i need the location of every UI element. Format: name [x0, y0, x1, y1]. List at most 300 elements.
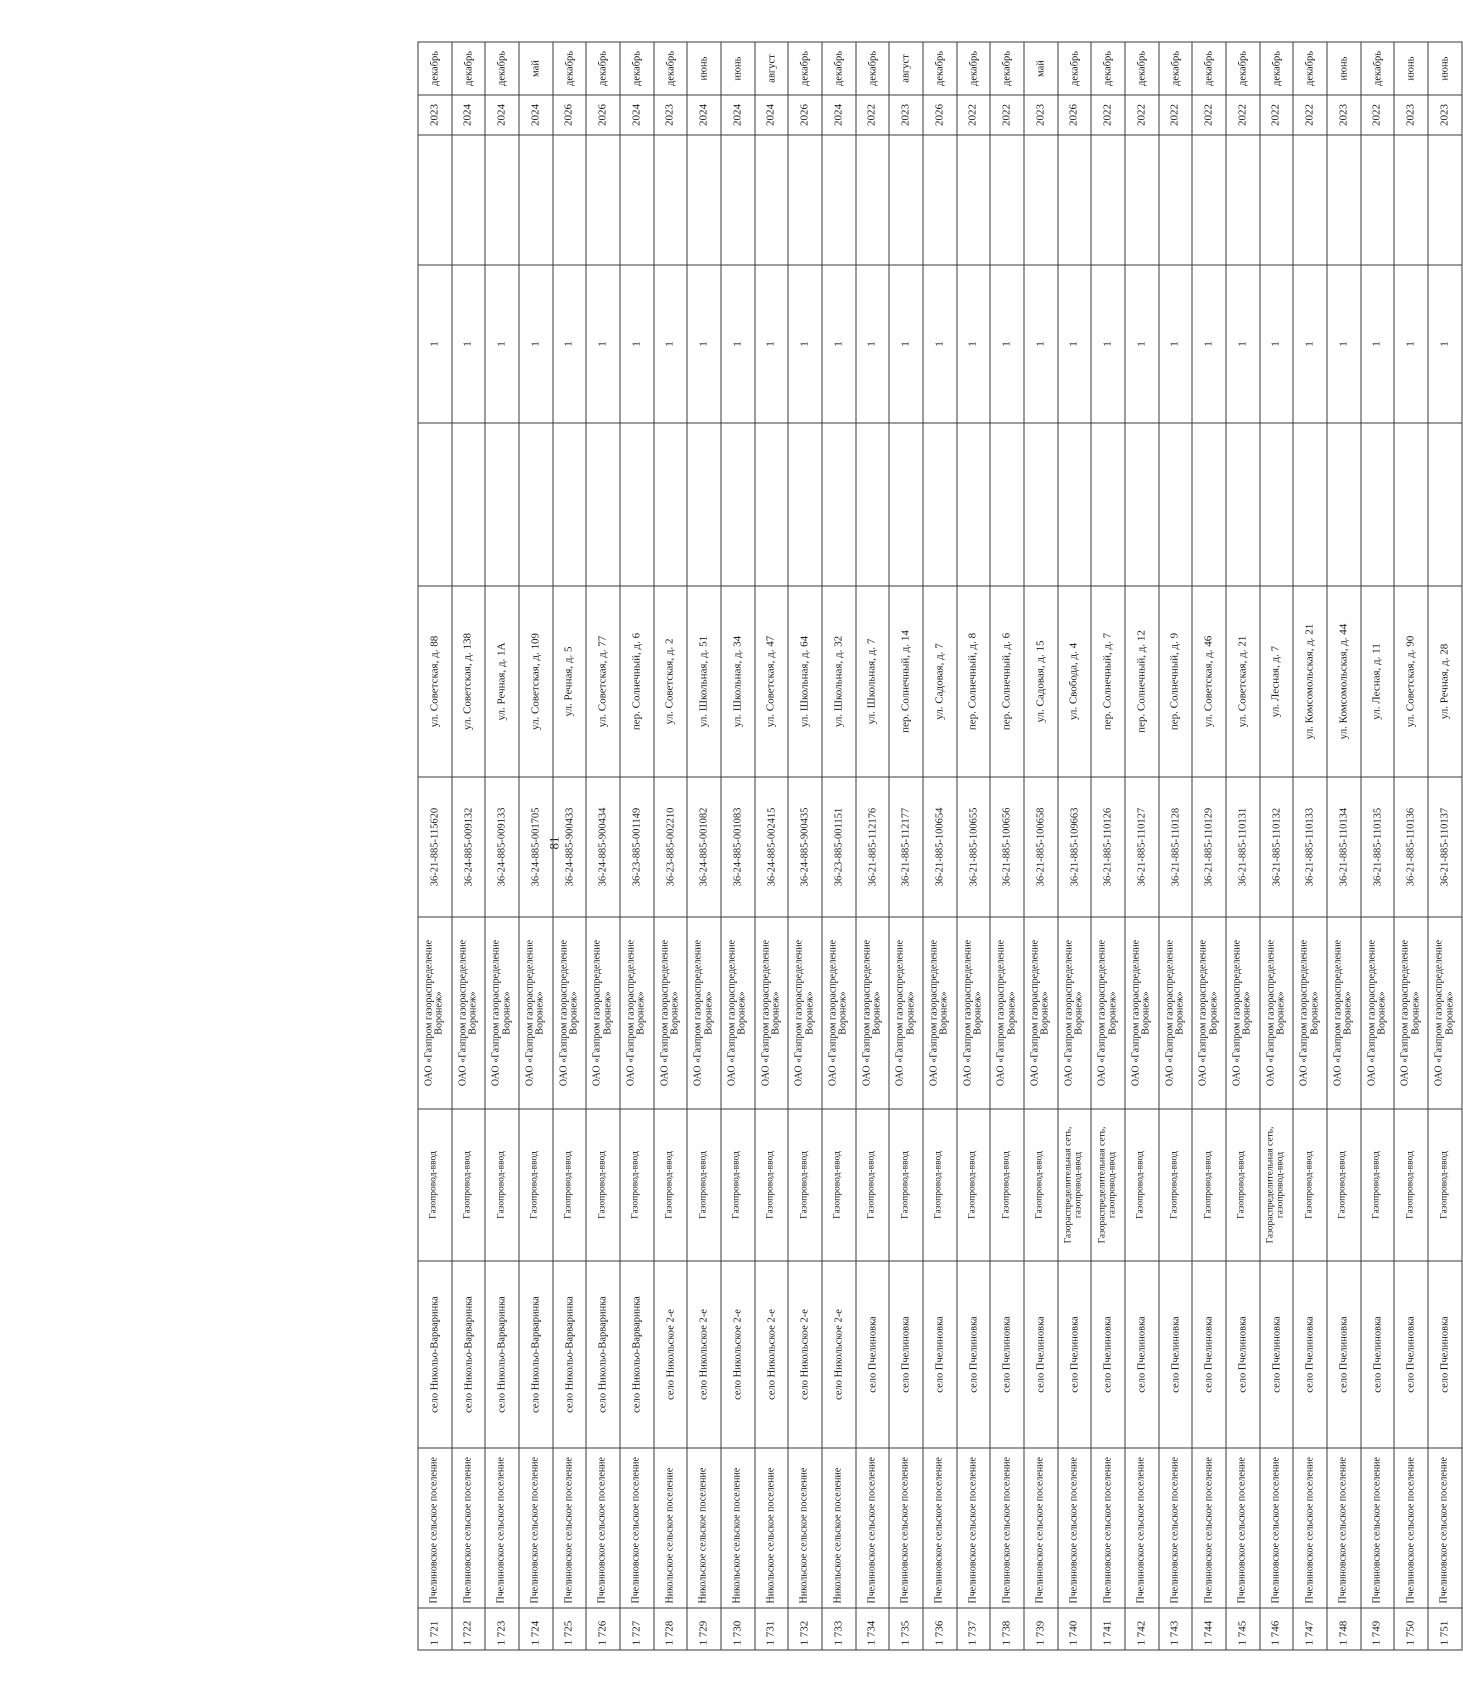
address-cell: ул. Речная, д. 5 — [553, 586, 587, 777]
settlement-cell: Пчелиновское сельское поселение — [418, 1448, 452, 1608]
locality-cell: село Пчелиновка — [856, 1261, 890, 1448]
table-row — [620, 42, 654, 1650]
year-cell: 2022 — [1226, 95, 1260, 135]
year-cell: 2022 — [1192, 95, 1226, 135]
row-number-cell: 1 738 — [990, 1608, 1024, 1650]
registry-code-cell: 36-21-885-110127 — [1125, 777, 1159, 917]
settlement-cell: Никольское сельское поселение — [822, 1448, 856, 1608]
locality-cell: село Пчелиновка — [1058, 1261, 1092, 1448]
table-row — [1428, 42, 1462, 1650]
locality-cell: село Пчелиновка — [923, 1261, 957, 1448]
table-row — [1293, 42, 1327, 1650]
month-cell: декабрь — [1293, 42, 1327, 95]
locality-cell: село Никольское 2-е — [654, 1261, 688, 1448]
settlement-cell: Никольское сельское поселение — [788, 1448, 822, 1608]
row-number-cell: 1 740 — [1058, 1608, 1092, 1650]
blank-cell — [1024, 423, 1058, 586]
month-cell: июнь — [687, 42, 721, 95]
blank-cell — [586, 135, 620, 265]
registry-code-cell: 36-23-885-001149 — [620, 777, 654, 917]
address-cell: ул. Комсомольская, д. 21 — [1293, 586, 1327, 777]
address-cell: пер. Солнечный, д. 12 — [1125, 586, 1159, 777]
registry-code-cell: 36-24-885-900434 — [586, 777, 620, 917]
count-cell: 1 — [923, 265, 957, 423]
blank-cell — [1024, 135, 1058, 265]
registry-code-cell: 36-24-885-009132 — [452, 777, 486, 917]
month-cell: декабрь — [923, 42, 957, 95]
count-cell: 1 — [1293, 265, 1327, 423]
month-cell: май — [1024, 42, 1058, 95]
address-cell: ул. Советская, д. 2 — [654, 586, 688, 777]
row-number-cell: 1 745 — [1226, 1608, 1260, 1650]
table-row — [1125, 42, 1159, 1650]
registry-code-cell: 36-21-885-100656 — [990, 777, 1024, 917]
count-cell: 1 — [553, 265, 587, 423]
row-number-cell: 1 723 — [485, 1608, 519, 1650]
month-cell: декабрь — [1226, 42, 1260, 95]
year-cell: 2026 — [788, 95, 822, 135]
locality-cell: село Пчелиновка — [1091, 1261, 1125, 1448]
owner-cell: ОАО «Газпром газораспределение Воронеж» — [1293, 917, 1327, 1109]
blank-cell — [1428, 423, 1462, 586]
owner-cell: ОАО «Газпром газораспределение Воронеж» — [1125, 917, 1159, 1109]
row-number-cell: 1 732 — [788, 1608, 822, 1650]
blank-cell — [1260, 135, 1294, 265]
row-number-cell: 1 731 — [755, 1608, 789, 1650]
address-cell: ул. Школьная, д. 51 — [687, 586, 721, 777]
blank-cell — [1159, 135, 1193, 265]
count-cell: 1 — [1024, 265, 1058, 423]
month-cell: декабрь — [553, 42, 587, 95]
month-cell: декабрь — [654, 42, 688, 95]
address-cell: пер. Солнечный, д. 6 — [990, 586, 1024, 777]
settlement-cell: Пчелиновское сельское поселение — [1260, 1448, 1294, 1608]
locality-cell: село Пчелиновка — [1159, 1261, 1193, 1448]
owner-cell: ОАО «Газпром газораспределение Воронеж» — [1327, 917, 1361, 1109]
year-cell: 2023 — [418, 95, 452, 135]
locality-cell: село Никольо-Варваринка — [519, 1261, 553, 1448]
table-row — [687, 42, 721, 1650]
owner-cell: ОАО «Газпром газораспределение Воронеж» — [620, 917, 654, 1109]
blank-cell — [1058, 423, 1092, 586]
settlement-cell: Пчелиновское сельское поселение — [1327, 1448, 1361, 1608]
locality-cell: село Пчелиновка — [1327, 1261, 1361, 1448]
table-row — [553, 42, 587, 1650]
object-type-cell: Газопровод-ввод — [1428, 1109, 1462, 1261]
month-cell: декабрь — [485, 42, 519, 95]
year-cell: 2024 — [822, 95, 856, 135]
settlement-cell: Пчелиновское сельское поселение — [1226, 1448, 1260, 1608]
count-cell: 1 — [519, 265, 553, 423]
year-cell: 2024 — [755, 95, 789, 135]
row-number-cell: 1 748 — [1327, 1608, 1361, 1650]
locality-cell: село Пчелиновка — [889, 1261, 923, 1448]
registry-code-cell: 36-24-885-002415 — [755, 777, 789, 917]
owner-cell: ОАО «Газпром газораспределение Воронеж» — [586, 917, 620, 1109]
object-type-cell: Газопровод-ввод — [856, 1109, 890, 1261]
year-cell: 2022 — [1260, 95, 1294, 135]
owner-cell: ОАО «Газпром газораспределение Воронеж» — [1226, 917, 1260, 1109]
row-number-cell: 1 751 — [1428, 1608, 1462, 1650]
year-cell: 2023 — [889, 95, 923, 135]
settlement-cell: Пчелиновское сельское поселение — [1058, 1448, 1092, 1608]
table-row — [856, 42, 890, 1650]
object-type-cell: Газопровод-ввод — [620, 1109, 654, 1261]
year-cell: 2024 — [485, 95, 519, 135]
blank-cell — [1361, 135, 1395, 265]
blank-cell — [923, 423, 957, 586]
month-cell: декабрь — [1091, 42, 1125, 95]
locality-cell: село Пчелиновка — [1260, 1261, 1294, 1448]
settlement-cell: Пчелиновское сельское поселение — [1159, 1448, 1193, 1608]
settlement-cell: Пчелиновское сельское поселение — [1428, 1448, 1462, 1608]
blank-cell — [721, 423, 755, 586]
month-cell: июнь — [1394, 42, 1428, 95]
row-number-cell: 1 733 — [822, 1608, 856, 1650]
blank-cell — [1428, 135, 1462, 265]
object-type-cell: Газопровод-ввод — [889, 1109, 923, 1261]
settlement-cell: Пчелиновское сельское поселение — [586, 1448, 620, 1608]
locality-cell: село Никольо-Варваринка — [620, 1261, 654, 1448]
owner-cell: ОАО «Газпром газораспределение Воронеж» — [788, 917, 822, 1109]
month-cell: декабрь — [1361, 42, 1395, 95]
count-cell: 1 — [1159, 265, 1193, 423]
settlement-cell: Никольское сельское поселение — [687, 1448, 721, 1608]
year-cell: 2023 — [654, 95, 688, 135]
owner-cell: ОАО «Газпром газораспределение Воронеж» — [721, 917, 755, 1109]
row-number-cell: 1 722 — [452, 1608, 486, 1650]
object-type-cell: Газопровод-ввод — [957, 1109, 991, 1261]
registry-code-cell: 36-21-885-110132 — [1260, 777, 1294, 917]
owner-cell: ОАО «Газпром газораспределение Воронеж» — [1192, 917, 1226, 1109]
month-cell: июнь — [721, 42, 755, 95]
blank-cell — [485, 423, 519, 586]
owner-cell: ОАО «Газпром газораспределение Воронеж» — [889, 917, 923, 1109]
object-type-cell: Газораспределительная сеть, газопровод-ввод — [1260, 1109, 1294, 1261]
blank-cell — [822, 423, 856, 586]
month-cell: декабрь — [1260, 42, 1294, 95]
owner-cell: ОАО «Газпром газораспределение Воронеж» — [654, 917, 688, 1109]
locality-cell: село Пчелиновка — [1226, 1261, 1260, 1448]
object-type-cell: Газопровод-ввод — [990, 1109, 1024, 1261]
count-cell: 1 — [620, 265, 654, 423]
address-cell: ул. Садовая, д. 15 — [1024, 586, 1058, 777]
month-cell: июнь — [1428, 42, 1462, 95]
address-cell: ул. Комсомольская, д. 44 — [1327, 586, 1361, 777]
table-wrapper — [418, 42, 1463, 1650]
year-cell: 2026 — [923, 95, 957, 135]
year-cell: 2024 — [452, 95, 486, 135]
month-cell: декабрь — [788, 42, 822, 95]
settlement-cell: Пчелиновское сельское поселение — [957, 1448, 991, 1608]
count-cell: 1 — [755, 265, 789, 423]
table-row — [1058, 42, 1092, 1650]
table-row — [788, 42, 822, 1650]
blank-cell — [1058, 135, 1092, 265]
blank-cell — [620, 423, 654, 586]
row-number-cell: 1 726 — [586, 1608, 620, 1650]
row-number-cell: 1 747 — [1293, 1608, 1327, 1650]
address-cell: ул. Лесная, д. 11 — [1361, 586, 1395, 777]
registry-code-cell: 36-24-885-001083 — [721, 777, 755, 917]
object-type-cell: Газопровод-ввод — [687, 1109, 721, 1261]
owner-cell: ОАО «Газпром газораспределение Воронеж» — [1159, 917, 1193, 1109]
row-number-cell: 1 736 — [923, 1608, 957, 1650]
address-cell: ул. Речная, д. 28 — [1428, 586, 1462, 777]
object-type-cell: Газопровод-ввод — [788, 1109, 822, 1261]
blank-cell — [418, 423, 452, 586]
count-cell: 1 — [1361, 265, 1395, 423]
row-number-cell: 1 737 — [957, 1608, 991, 1650]
gas-pipeline-register-table — [418, 41, 1463, 1650]
blank-cell — [418, 135, 452, 265]
year-cell: 2022 — [1091, 95, 1125, 135]
blank-cell — [1361, 423, 1395, 586]
blank-cell — [923, 135, 957, 265]
object-type-cell: Газопровод-ввод — [822, 1109, 856, 1261]
owner-cell: ОАО «Газпром газораспределение Воронеж» — [452, 917, 486, 1109]
address-cell: ул. Советская, д. 47 — [755, 586, 789, 777]
month-cell: декабрь — [1159, 42, 1193, 95]
registry-code-cell: 36-23-885-002210 — [654, 777, 688, 917]
address-cell: ул. Советская, д. 77 — [586, 586, 620, 777]
count-cell: 1 — [1327, 265, 1361, 423]
row-number-cell: 1 725 — [553, 1608, 587, 1650]
object-type-cell: Газопровод-ввод — [1192, 1109, 1226, 1261]
blank-cell — [1260, 423, 1294, 586]
month-cell: декабрь — [1058, 42, 1092, 95]
address-cell: пер. Солнечный, д. 14 — [889, 586, 923, 777]
count-cell: 1 — [1125, 265, 1159, 423]
locality-cell: село Пчелиновка — [957, 1261, 991, 1448]
registry-code-cell: 36-21-885-112176 — [856, 777, 890, 917]
settlement-cell: Пчелиновское сельское поселение — [1192, 1448, 1226, 1608]
locality-cell: село Никольо-Варваринка — [485, 1261, 519, 1448]
table-row — [452, 42, 486, 1650]
blank-cell — [1327, 135, 1361, 265]
settlement-cell: Пчелиновское сельское поселение — [1293, 1448, 1327, 1608]
year-cell: 2022 — [856, 95, 890, 135]
address-cell: ул. Школьная, д. 34 — [721, 586, 755, 777]
blank-cell — [788, 423, 822, 586]
object-type-cell: Газопровод-ввод — [519, 1109, 553, 1261]
settlement-cell: Пчелиновское сельское поселение — [1125, 1448, 1159, 1608]
count-cell: 1 — [452, 265, 486, 423]
blank-cell — [1226, 423, 1260, 586]
object-type-cell: Газораспределительная сеть, газопровод-ввод — [1058, 1109, 1092, 1261]
month-cell: июнь — [1327, 42, 1361, 95]
object-type-cell: Газопровод-ввод — [553, 1109, 587, 1261]
object-type-cell: Газопровод-ввод — [1327, 1109, 1361, 1261]
blank-cell — [586, 423, 620, 586]
owner-cell: ОАО «Газпром газораспределение Воронеж» — [1428, 917, 1462, 1109]
year-cell: 2026 — [1058, 95, 1092, 135]
locality-cell: село Никольо-Варваринка — [418, 1261, 452, 1448]
blank-cell — [856, 423, 890, 586]
month-cell: декабрь — [452, 42, 486, 95]
address-cell: пер. Солнечный, д. 9 — [1159, 586, 1193, 777]
address-cell: ул. Советская, д. 46 — [1192, 586, 1226, 777]
settlement-cell: Пчелиновское сельское поселение — [1091, 1448, 1125, 1608]
registry-code-cell: 36-21-885-100654 — [923, 777, 957, 917]
registry-code-cell: 36-21-885-115620 — [418, 777, 452, 917]
settlement-cell: Никольское сельское поселение — [721, 1448, 755, 1608]
row-number-cell: 1 729 — [687, 1608, 721, 1650]
blank-cell — [1091, 135, 1125, 265]
count-cell: 1 — [586, 265, 620, 423]
blank-cell — [889, 135, 923, 265]
registry-code-cell: 36-21-885-110133 — [1293, 777, 1327, 917]
locality-cell: село Пчелиновка — [1428, 1261, 1462, 1448]
object-type-cell: Газопровод-ввод — [923, 1109, 957, 1261]
locality-cell: село Никольо-Варваринка — [586, 1261, 620, 1448]
owner-cell: ОАО «Газпром газораспределение Воронеж» — [553, 917, 587, 1109]
address-cell: ул. Речная, д. 1А — [485, 586, 519, 777]
settlement-cell: Пчелиновское сельское поселение — [856, 1448, 890, 1608]
locality-cell: село Никольо-Варваринка — [553, 1261, 587, 1448]
address-cell: ул. Советская, д. 109 — [519, 586, 553, 777]
month-cell: декабрь — [957, 42, 991, 95]
owner-cell: ОАО «Газпром газораспределение Воронеж» — [1091, 917, 1125, 1109]
owner-cell: ОАО «Газпром газораспределение Воронеж» — [1058, 917, 1092, 1109]
address-cell: ул. Советская, д. 88 — [418, 586, 452, 777]
table-row — [1024, 42, 1058, 1650]
registry-code-cell: 36-21-885-110137 — [1428, 777, 1462, 917]
table-row — [1394, 42, 1428, 1650]
locality-cell: село Пчелиновка — [1024, 1261, 1058, 1448]
table-row — [1361, 42, 1395, 1650]
count-cell: 1 — [721, 265, 755, 423]
table-row — [1091, 42, 1125, 1650]
count-cell: 1 — [1260, 265, 1294, 423]
blank-cell — [1293, 135, 1327, 265]
count-cell: 1 — [1058, 265, 1092, 423]
table-row — [755, 42, 789, 1650]
row-number-cell: 1 724 — [519, 1608, 553, 1650]
object-type-cell: Газопровод-ввод — [1024, 1109, 1058, 1261]
count-cell: 1 — [1428, 265, 1462, 423]
count-cell: 1 — [1091, 265, 1125, 423]
blank-cell — [1394, 423, 1428, 586]
blank-cell — [990, 135, 1024, 265]
registry-code-cell: 36-21-885-110134 — [1327, 777, 1361, 917]
settlement-cell: Пчелиновское сельское поселение — [1394, 1448, 1428, 1608]
settlement-cell: Пчелиновское сельское поселение — [990, 1448, 1024, 1608]
month-cell: август — [755, 42, 789, 95]
blank-cell — [1125, 423, 1159, 586]
owner-cell: ОАО «Газпром газораспределение Воронеж» — [1024, 917, 1058, 1109]
address-cell: пер. Солнечный, д. 7 — [1091, 586, 1125, 777]
month-cell: декабрь — [418, 42, 452, 95]
owner-cell: ОАО «Газпром газораспределение Воронеж» — [1361, 917, 1395, 1109]
owner-cell: ОАО «Газпром газораспределение Воронеж» — [519, 917, 553, 1109]
settlement-cell: Пчелиновское сельское поселение — [923, 1448, 957, 1608]
row-number-cell: 1 735 — [889, 1608, 923, 1650]
object-type-cell: Газопровод-ввод — [1226, 1109, 1260, 1261]
owner-cell: ОАО «Газпром газораспределение Воронеж» — [957, 917, 991, 1109]
address-cell: ул. Советская, д. 138 — [452, 586, 486, 777]
object-type-cell: Газопровод-ввод — [485, 1109, 519, 1261]
blank-cell — [1394, 135, 1428, 265]
table-row — [957, 42, 991, 1650]
registry-code-cell: 36-24-885-001082 — [687, 777, 721, 917]
object-type-cell: Газопровод-ввод — [1361, 1109, 1395, 1261]
count-cell: 1 — [1226, 265, 1260, 423]
address-cell: ул. Советская, д. 21 — [1226, 586, 1260, 777]
blank-cell — [1159, 423, 1193, 586]
settlement-cell: Пчелиновское сельское поселение — [485, 1448, 519, 1608]
table-row — [586, 42, 620, 1650]
registry-code-cell: 36-21-885-110129 — [1192, 777, 1226, 917]
object-type-cell: Газопровод-ввод — [1293, 1109, 1327, 1261]
locality-cell: село Никольо-Варваринка — [452, 1261, 486, 1448]
table-body — [418, 42, 1462, 1650]
table-row — [990, 42, 1024, 1650]
blank-cell — [755, 423, 789, 586]
registry-code-cell: 36-21-885-110128 — [1159, 777, 1193, 917]
settlement-cell: Пчелиновское сельское поселение — [889, 1448, 923, 1608]
year-cell: 2024 — [721, 95, 755, 135]
locality-cell: село Пчелиновка — [1192, 1261, 1226, 1448]
address-cell: ул. Садовая, д. 7 — [923, 586, 957, 777]
blank-cell — [1226, 135, 1260, 265]
month-cell: декабрь — [856, 42, 890, 95]
row-number-cell: 1 727 — [620, 1608, 654, 1650]
blank-cell — [687, 423, 721, 586]
locality-cell: село Никольское 2-е — [788, 1261, 822, 1448]
blank-cell — [553, 135, 587, 265]
registry-code-cell: 36-21-885-110136 — [1394, 777, 1428, 917]
count-cell: 1 — [788, 265, 822, 423]
count-cell: 1 — [418, 265, 452, 423]
year-cell: 2022 — [1159, 95, 1193, 135]
row-number-cell: 1 743 — [1159, 1608, 1193, 1650]
object-type-cell: Газопровод-ввод — [721, 1109, 755, 1261]
address-cell: ул. Свобода, д. 4 — [1058, 586, 1092, 777]
blank-cell — [1192, 135, 1226, 265]
year-cell: 2022 — [957, 95, 991, 135]
table-row — [721, 42, 755, 1650]
registry-code-cell: 36-24-885-009133 — [485, 777, 519, 917]
month-cell: декабрь — [620, 42, 654, 95]
registry-code-cell: 36-21-885-110131 — [1226, 777, 1260, 917]
year-cell: 2024 — [620, 95, 654, 135]
year-cell: 2022 — [1125, 95, 1159, 135]
registry-code-cell: 36-23-885-001151 — [822, 777, 856, 917]
month-cell: декабрь — [990, 42, 1024, 95]
blank-cell — [654, 423, 688, 586]
owner-cell: ОАО «Газпром газораспределение Воронеж» — [755, 917, 789, 1109]
blank-cell — [452, 135, 486, 265]
row-number-cell: 1 728 — [654, 1608, 688, 1650]
table-row — [654, 42, 688, 1650]
address-cell: ул. Лесная, д. 7 — [1260, 586, 1294, 777]
year-cell: 2024 — [519, 95, 553, 135]
count-cell: 1 — [654, 265, 688, 423]
year-cell: 2023 — [1428, 95, 1462, 135]
address-cell: ул. Советская, д. 90 — [1394, 586, 1428, 777]
owner-cell: ОАО «Газпром газораспределение Воронеж» — [990, 917, 1024, 1109]
registry-code-cell: 36-21-885-112177 — [889, 777, 923, 917]
row-number-cell: 1 739 — [1024, 1608, 1058, 1650]
settlement-cell: Никольское сельское поселение — [755, 1448, 789, 1608]
blank-cell — [788, 135, 822, 265]
table-row — [485, 42, 519, 1650]
count-cell: 1 — [485, 265, 519, 423]
table-row — [889, 42, 923, 1650]
month-cell: декабрь — [1192, 42, 1226, 95]
locality-cell: село Никольское 2-е — [822, 1261, 856, 1448]
